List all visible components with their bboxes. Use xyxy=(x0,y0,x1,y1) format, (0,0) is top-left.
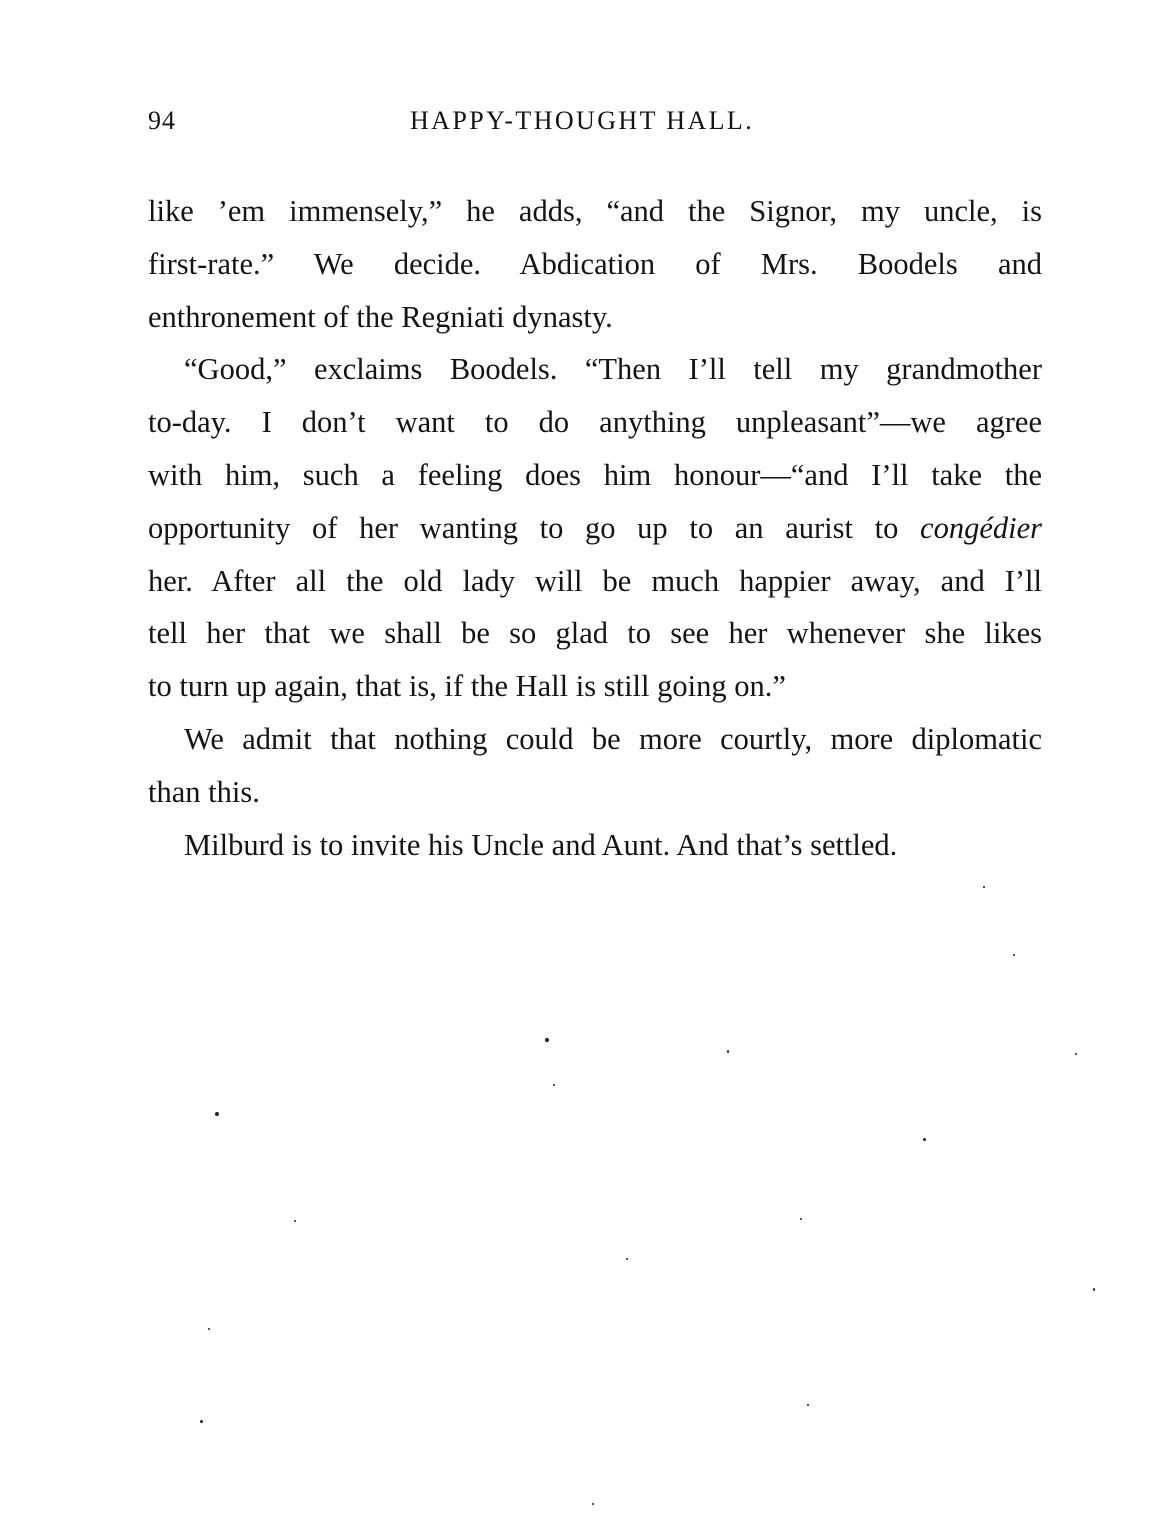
page-number: 94 xyxy=(148,106,176,135)
text-line: enthronement of the Regniati dynasty. xyxy=(148,299,613,334)
scan-speck xyxy=(592,1503,594,1505)
paragraph-3 xyxy=(148,713,1042,819)
text-line: her. After all the old lady will be much happier away, and I’ll xyxy=(148,563,1042,598)
scan-speck xyxy=(545,1038,549,1042)
text-line: tell her that we shall be so glad to see her whenever she likes xyxy=(148,616,1042,651)
scan-speck xyxy=(1093,1288,1095,1291)
scan-speck xyxy=(923,1138,926,1141)
scan-speck xyxy=(294,1220,296,1222)
scan-speck xyxy=(200,1420,203,1423)
text-line-with-italic xyxy=(148,502,1042,555)
scan-speck xyxy=(626,1258,628,1260)
text-line: We admit that nothing could be more courtly, more diplomatic xyxy=(184,721,1042,756)
text-line: to turn up again, that is, if the Hall is still going on.” xyxy=(148,669,786,704)
text-line: Milburd is to invite his Uncle and Aunt. And that’s settled. xyxy=(184,827,898,862)
paragraph-2 xyxy=(148,343,1042,713)
scan-speck xyxy=(1013,954,1015,956)
text-line: than this. xyxy=(148,774,260,809)
scan-speck xyxy=(983,886,985,888)
text-line: like ’em immensely,” he adds, “and the Signor, my uncle, is xyxy=(148,194,1042,228)
text-line: to-day. I don’t want to do anything unpleasant”—we agree xyxy=(148,405,1042,440)
text-line: “Good,” exclaims Boodels. “Then I’ll tell my grandmother xyxy=(184,352,1042,387)
scan-speck xyxy=(800,1218,802,1220)
scan-speck xyxy=(553,1084,555,1086)
running-head: HAPPY-THOUGHT HALL. xyxy=(410,106,755,135)
scan-speck xyxy=(807,1404,809,1406)
scan-speck xyxy=(727,1050,729,1053)
italic-word: congédier xyxy=(920,510,1042,545)
text-line: with him, such a feeling does him honour—“and I’ll take the xyxy=(148,457,1042,492)
scan-speck xyxy=(1075,1053,1077,1055)
text-segment: opportunity of her wanting to go up to an aurist to xyxy=(148,510,921,545)
text-line: first-rate.” We decide. Abdication of Mrs. Boodels and xyxy=(148,246,1042,281)
page-header xyxy=(148,106,1042,142)
body-text xyxy=(148,185,1042,871)
paragraph-1 xyxy=(148,185,1042,343)
scan-speck xyxy=(215,1112,219,1116)
paragraph-4 xyxy=(148,819,1042,872)
scan-speck xyxy=(208,1328,210,1330)
